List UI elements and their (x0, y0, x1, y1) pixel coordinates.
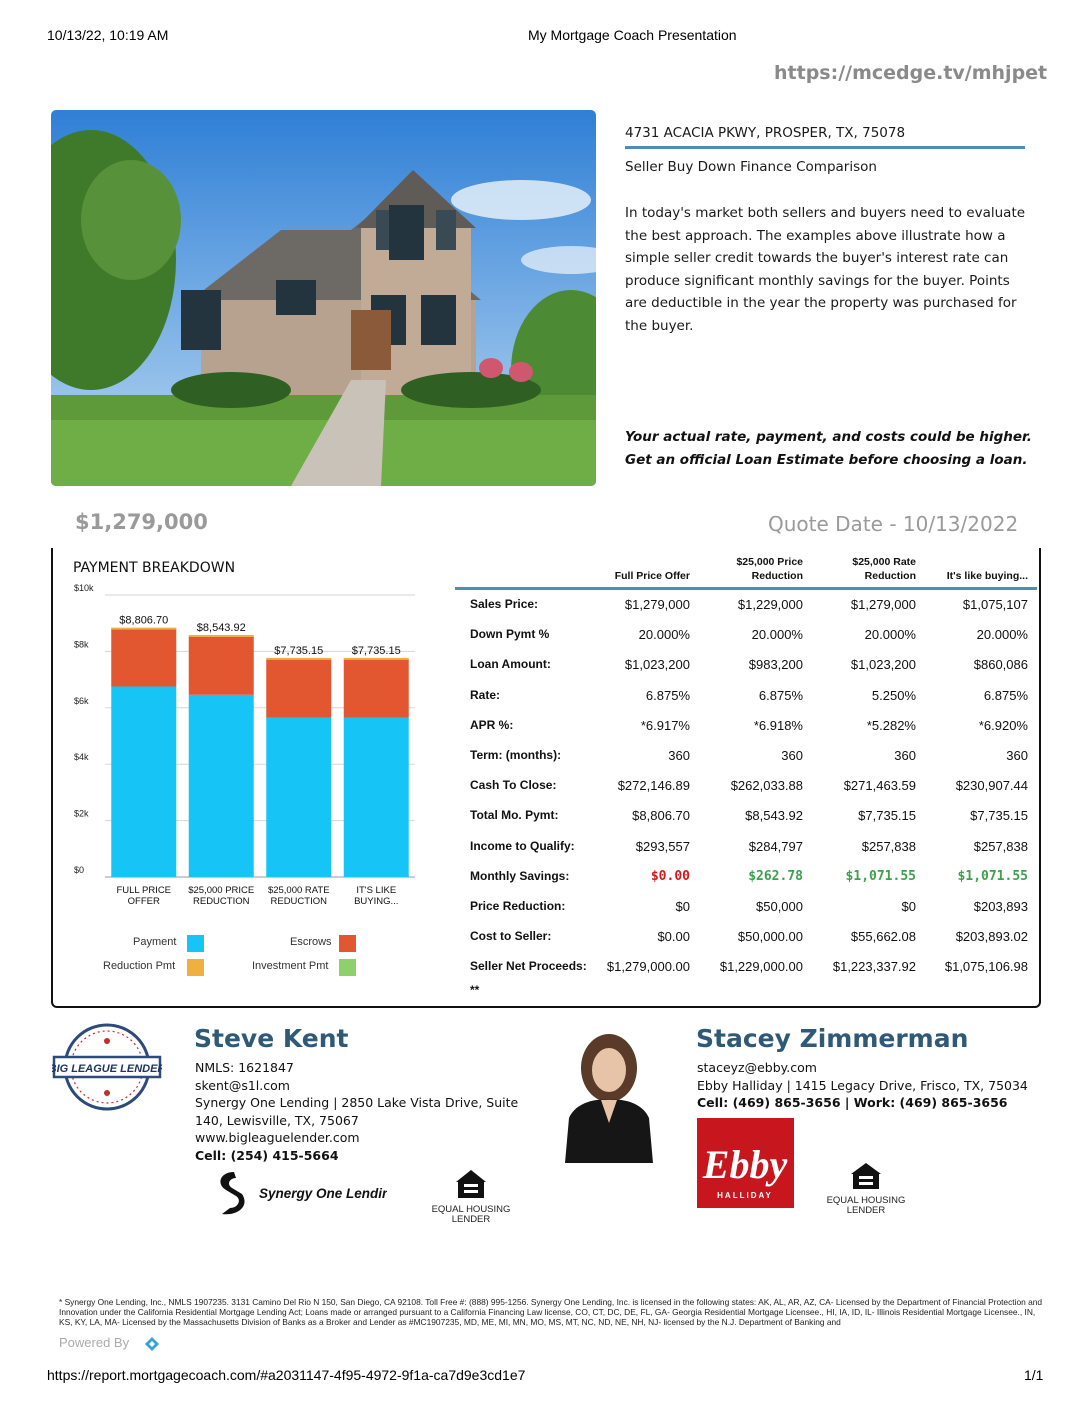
table-cell: $1,071.55 (845, 868, 916, 884)
x-category-label: FULL PRICE (116, 885, 172, 896)
synergy-one-logo (212, 1168, 387, 1223)
legend-label-investment-pmt: Investment Pmt (252, 960, 329, 972)
legend-swatch-investment-pmt (339, 959, 356, 976)
table-cell: *6.920% (978, 717, 1028, 733)
table-cell: $1,229,000 (737, 597, 803, 612)
table-cell: $272,146.89 (617, 778, 690, 794)
column-header-like-buying: It's like buying... (946, 570, 1028, 582)
table-cell: 6.875% (645, 687, 690, 703)
table-cell: 360 (781, 747, 803, 763)
table-cell: $1,023,200 (624, 657, 690, 673)
print-doc-title: My Mortgage Coach Presentation (528, 27, 737, 43)
bar-total-label: $7,735.15 (274, 644, 324, 657)
address-divider (625, 146, 1025, 149)
property-photo (51, 110, 596, 486)
table-cell: $257,838 (861, 838, 916, 854)
row-label: Sales Price: (470, 597, 539, 611)
powered-by-label: Powered By (59, 1335, 130, 1350)
bar-segment-escrows (111, 629, 176, 687)
table-cell: *5.282% (866, 717, 916, 733)
table-row (455, 801, 1037, 831)
big-league-lender-logo (52, 1022, 162, 1117)
legend-swatch-payment (187, 935, 204, 952)
x-category-label: OFFER (127, 896, 160, 907)
bar-segment-payment (266, 718, 331, 877)
bar-segment-escrows (189, 636, 254, 695)
table-cell: $860,086 (973, 657, 1028, 673)
row-label: APR %: (470, 717, 514, 732)
table-cell: $1,279,000 (624, 597, 690, 612)
loan-officer-cell: Cell: (254) 415-5664 (195, 1147, 339, 1163)
row-label: Cost to Seller: (470, 929, 552, 944)
table-cell: $230,907.44 (955, 778, 1028, 794)
print-footer-url: https://report.mortgagecoach.com/#a2031147-4f95-4972-9f1a-ca7d9e3cd1e7 (47, 1367, 526, 1383)
table-cell: $0 (675, 898, 690, 914)
x-category-label: BUYING... (354, 896, 399, 907)
print-footer-page: 1/1 (1024, 1367, 1044, 1383)
table-cell: $0 (901, 898, 916, 914)
table-cell: $1,075,106.98 (944, 959, 1028, 975)
table-cell: $7,735.15 (858, 808, 916, 824)
table-cell: $8,543.92 (745, 808, 803, 824)
row-label: Down Pymt % (470, 627, 550, 642)
x-category-label: $25,000 PRICE (188, 885, 255, 896)
table-cell: $1,071.55 (957, 868, 1028, 884)
table-cell: *6.917% (640, 717, 690, 733)
bar-total-label: $8,543.92 (196, 622, 246, 635)
equal-housing-lender-logo-right (823, 1161, 909, 1216)
row-label: Price Reduction: (470, 898, 566, 913)
row-label: Loan Amount: (470, 657, 551, 672)
y-tick-label: $6k (74, 695, 89, 706)
loan-officer-name: Steve Kent (194, 1024, 349, 1053)
table-header (455, 553, 1037, 585)
bar-total-label: $7,735.15 (351, 644, 401, 657)
table-row (455, 892, 1037, 922)
bar-segment-payment (111, 687, 176, 877)
table-cell: $1,075,107 (962, 597, 1028, 612)
row-label: Rate: (470, 687, 501, 702)
x-category-label: REDUCTION (270, 896, 327, 907)
x-category-label: REDUCTION (193, 896, 250, 907)
ehl-text-left: EQUAL HOUSING LENDER (431, 1204, 511, 1225)
bar-segment-escrows (344, 659, 409, 718)
table-row (455, 620, 1037, 650)
agent-phones: Cell: (469) 865-3656 | Work: (469) 865-3656 (697, 1095, 1008, 1110)
table-cell: $1,223,337.92 (832, 959, 916, 975)
agent-info (697, 1059, 1042, 1112)
table-row (455, 771, 1037, 801)
table-footnote: ** (470, 983, 480, 997)
table-cell: $257,838 (973, 838, 1028, 854)
table-cell: $1,229,000.00 (719, 959, 803, 975)
table-cell: $55,662.08 (850, 929, 916, 945)
table-cell: $262,033.88 (730, 778, 803, 794)
print-datetime: 10/13/22, 10:19 AM (47, 27, 169, 43)
table-row (455, 862, 1037, 892)
table-cell: $203,893 (973, 898, 1028, 914)
legend-label-payment: Payment (133, 936, 177, 948)
bar-segment-escrows (266, 659, 331, 718)
table-cell: $1,023,200 (850, 657, 916, 673)
row-label: Monthly Savings: (470, 868, 570, 883)
property-address: 4731 ACACIA PKWY, PROSPER, TX, 75078 (625, 125, 906, 141)
loan-officer-info (195, 1059, 540, 1164)
y-tick-label: $4k (74, 752, 89, 763)
table-cell: *6.918% (753, 717, 803, 733)
y-tick-label: $2k (74, 808, 89, 819)
table-cell: 20.000% (976, 627, 1028, 643)
table-cell: $293,557 (635, 838, 690, 854)
list-price: $1,279,000 (75, 510, 208, 534)
table-body (455, 590, 1037, 982)
table-row (455, 650, 1037, 680)
table-cell: 360 (894, 747, 916, 763)
table-cell: $50,000 (756, 898, 803, 914)
legal-disclosure: * Synergy One Lending, Inc., NMLS 1907235. 3131 Camino Del Rio N 150, San Diego, CA 92108. Toll Free #: (888) 995-1256. Synergy One Lending, Inc. is licensed in the following states: AK, AL, AR, AZ, CA- Licensed by the Department of Financial Protection and Innovation under the California Residential Mortgage Lending Act; Loans made or arranged pursuant to a California Financing Law license, CO, CT, DC, DE, FL, GA- Georgia Residential Mortgage Licensee., HI, IA, ID, IL- Illinois Residential Mortgage Licensee., IN, KS, KY, LA, MA- Licensed by the Massachusetts Division of Banks as a Broker and Lender as #MC1907235, MD, ME, MI, MN, MO, MS, MT, NC, ND, NE, NH, NJ- licensed by the N.J. Department of Banking and (59, 1297, 1043, 1327)
loan-officer-email[interactable]: skent@s1l.com (195, 1077, 290, 1093)
mortgage-coach-icon (141, 1336, 163, 1352)
loan-officer-website[interactable]: www.bigleaguelender.com (195, 1130, 360, 1145)
row-label: Seller Net Proceeds: (470, 959, 587, 974)
table-cell: 20.000% (751, 627, 803, 643)
x-category-label: $25,000 RATE (267, 885, 330, 896)
comparison-table (455, 553, 1037, 982)
table-cell: $7,735.15 (970, 808, 1028, 824)
halliday-wordmark: HALLIDAY (717, 1191, 773, 1200)
legend-label-reduction-pmt: Reduction Pmt (103, 960, 176, 972)
table-row (455, 832, 1037, 862)
column-header-rate-reduction: $25,000 Rate Reduction (852, 556, 916, 582)
loan-estimate-disclaimer: Your actual rate, payment, and costs could be higher. Get an official Loan Estimate before choosing a loan. (625, 429, 1032, 468)
share-link[interactable]: https://mcedge.tv/mhjpet (774, 62, 1048, 84)
ebby-wordmark: Ebby (702, 1142, 788, 1187)
table-cell: 6.875% (758, 687, 803, 703)
agent-address: Ebby Halliday | 1415 Legacy Drive, Frisco, TX, 75034 (697, 1077, 1028, 1093)
table-cell: 5.250% (871, 687, 916, 703)
table-cell: $0.00 (657, 929, 690, 945)
table-row (455, 590, 1037, 620)
table-cell: $8,806.70 (632, 808, 690, 824)
row-label: Income to Qualify: (470, 838, 575, 853)
table-cell: $262.78 (748, 868, 803, 884)
y-tick-label: $0 (74, 865, 85, 875)
table-row (455, 681, 1037, 711)
table-cell: $983,200 (748, 657, 803, 673)
bar-total-label: $8,806.70 (119, 614, 169, 627)
column-header-full-price: Full Price Offer (614, 570, 690, 582)
y-tick-label: $10k (74, 583, 94, 593)
table-cell: 360 (668, 747, 690, 763)
table-row (455, 952, 1037, 982)
ehl-text-right: EQUAL HOUSING LENDER (826, 1195, 906, 1216)
agent-name: Stacey Zimmerman (696, 1024, 969, 1053)
powered-by (59, 1335, 163, 1352)
row-label: Term: (months): (470, 747, 562, 762)
table-cell: 360 (1006, 747, 1028, 763)
table-cell: $0.00 (650, 868, 690, 884)
table-cell: 20.000% (864, 627, 916, 643)
agent-email[interactable]: staceyz@ebby.com (697, 1060, 817, 1075)
table-cell: $271,463.59 (843, 778, 916, 794)
equal-housing-lender-logo-left (428, 1168, 514, 1225)
table-cell: 6.875% (983, 687, 1028, 703)
legend-swatch-escrows (339, 935, 356, 952)
table-cell: $1,279,000 (850, 597, 916, 612)
row-label: Cash To Close: (470, 778, 557, 793)
row-label: Total Mo. Pymt: (470, 808, 559, 823)
loan-officer-address: Synergy One Lending | 2850 Lake Vista Drive, Suite 140, Lewisville, TX, 75067 (195, 1095, 519, 1128)
payment-breakdown-chart (60, 575, 430, 920)
table-cell: $1,279,000.00 (606, 959, 690, 975)
agent-headshot (565, 1028, 653, 1163)
legend-swatch-reduction-pmt (187, 959, 204, 976)
ebby-halliday-logo (697, 1118, 794, 1208)
chart-title: PAYMENT BREAKDOWN (73, 560, 236, 576)
table-cell: $203,893.02 (955, 929, 1028, 945)
synergy-wordmark: Synergy One Lending (259, 1186, 387, 1201)
logo-wordmark: BIG LEAGUE LENDER (52, 1063, 162, 1075)
comparison-subtitle: Seller Buy Down Finance Comparison (625, 159, 877, 175)
x-category-label: IT'S LIKE (356, 885, 397, 896)
column-header-price-reduction: $25,000 Price Reduction (736, 556, 803, 582)
table-cell: 20.000% (638, 627, 690, 643)
bar-segment-payment (189, 695, 254, 877)
bar-segment-payment (344, 718, 409, 877)
table-row (455, 711, 1037, 741)
legend-label-escrows: Escrows (290, 936, 332, 948)
table-cell: $50,000.00 (737, 929, 803, 945)
loan-officer-nmls: NMLS: 1621847 (195, 1060, 294, 1075)
y-tick-label: $8k (74, 639, 89, 650)
description-paragraph: In today's market both sellers and buyers need to evaluate the best approach. The examples above illustrate how a simple seller credit towards the buyer's interest rate can produce significant monthly savings for the buyer. Points are deductible in the year the property was purchased for the buyer. (625, 205, 1026, 334)
table-cell: $284,797 (748, 838, 803, 854)
table-row (455, 922, 1037, 952)
table-row (455, 741, 1037, 771)
quote-date: Quote Date - 10/13/2022 (768, 512, 1019, 536)
